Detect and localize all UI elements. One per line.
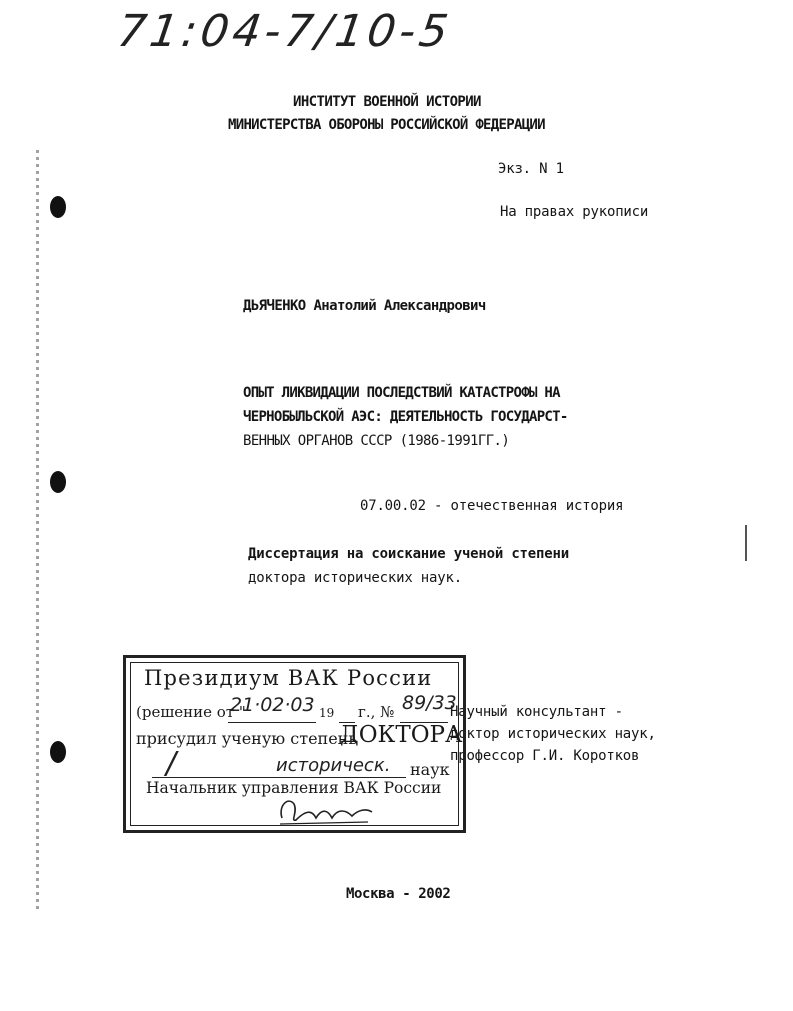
stamp-signature bbox=[276, 792, 376, 828]
stamp-degree: ДОКТОРА bbox=[340, 722, 463, 748]
stamp-decision-number: 89/33 bbox=[402, 692, 457, 714]
stamp-field: историческ. bbox=[276, 755, 391, 776]
stamp-decision-mid: г., № bbox=[358, 703, 395, 721]
dissertation-title-line: ОПЫТ ЛИКВИДАЦИИ ПОСЛЕДСТВИЙ КАТАСТРОФЫ НА bbox=[243, 385, 560, 401]
manuscript-rights: На правах рукописи bbox=[500, 204, 649, 220]
stamp-decision-date: 21·02·03 bbox=[230, 694, 315, 716]
institute-name: ИНСТИТУТ ВОЕННОЙ ИСТОРИИ bbox=[293, 94, 481, 110]
dissertation-title-line: ВЕННЫХ ОРГАНОВ СССР (1986-1991ГГ.) bbox=[243, 433, 510, 449]
punch-hole bbox=[50, 471, 66, 493]
stamp-chief: Начальник управления ВАК России bbox=[146, 779, 442, 797]
copy-number: Экз. N 1 bbox=[498, 161, 564, 177]
degree-line: доктора исторических наук. bbox=[248, 570, 462, 586]
archive-number: 71:04-7/10-5 bbox=[114, 6, 455, 57]
stamp-sciences: наук bbox=[410, 760, 450, 779]
consultant-line: профессор Г.И. Коротков bbox=[450, 748, 640, 764]
specialty-code: 07.00.02 - отечественная история bbox=[360, 498, 624, 514]
stamp-handwritten-slash: / bbox=[166, 746, 177, 781]
binding-edge bbox=[36, 150, 39, 910]
stamp-decision-year: 19 bbox=[319, 706, 335, 720]
consultant-line: доктор исторических наук, bbox=[450, 726, 656, 742]
punch-hole bbox=[50, 196, 66, 218]
degree-line: Диссертация на соискание ученой степени bbox=[248, 546, 569, 562]
scan-mark bbox=[745, 525, 747, 561]
author-name: ДЬЯЧЕНКО Анатолий Александрович bbox=[243, 298, 486, 314]
stamp-decision-prefix: (решение от " bbox=[136, 703, 246, 721]
stamp-title: Президиум ВАК России bbox=[144, 666, 433, 690]
stamp-date-line bbox=[228, 722, 316, 723]
city-year: Москва - 2002 bbox=[346, 886, 451, 902]
consultant-line: Научный консультант - bbox=[450, 704, 623, 720]
stamp-field-line bbox=[152, 777, 406, 778]
dissertation-title-line: ЧЕРНОБЫЛЬСКОЙ АЭС: ДЕЯТЕЛЬНОСТЬ ГОСУДАРСТ- bbox=[243, 409, 568, 425]
vak-stamp bbox=[123, 655, 466, 833]
ministry-name: МИНИСТЕРСТВА ОБОРОНЫ РОССИЙСКОЙ ФЕДЕРАЦИИ bbox=[228, 117, 545, 133]
stamp-awarded: присудил ученую степень bbox=[136, 729, 358, 748]
punch-hole bbox=[50, 741, 66, 763]
